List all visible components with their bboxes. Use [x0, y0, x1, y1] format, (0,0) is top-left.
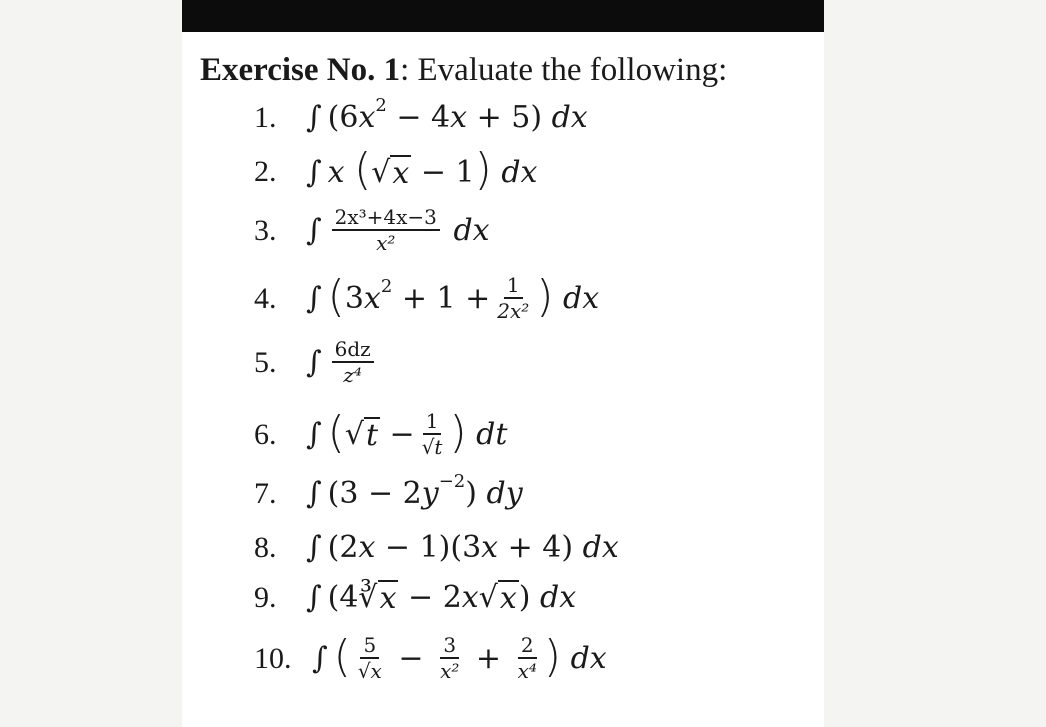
problem-3: 3. ∫ $\frac{\text{2x³+4x−3}}{\text{x²}}$ dx [254, 205, 490, 255]
problem-number: 4. [254, 281, 277, 315]
problem-8: 8. ∫ (2 x − 1)(3 x + 4) dx [254, 530, 619, 565]
problem-number: 8. [254, 530, 277, 564]
problem-number: 7. [254, 476, 277, 510]
problem-number: 5. [254, 345, 277, 379]
problem-4: 4. ∫ ( 3 x 2 + 1 + $\frac{1}{\text{2x²}}$ ) dx [254, 270, 600, 323]
problem-10: 10. ∫ ( $\frac{5}{√x}$ − $\frac{3}{\text{x²}}$ + $\frac{2}{\text{x⁴}}$ ) dx [254, 630, 607, 683]
problem-number: 1. [254, 100, 277, 134]
worksheet-page [182, 0, 824, 727]
problem-6: 6. ∫ ( √ t − $\frac{1}{√t}$ ) dt [254, 406, 508, 459]
problem-number: 6. [254, 417, 277, 451]
problem-7: 7. ∫ (3 − 2 y −2 ) dy [254, 471, 523, 511]
problem-9: 9. ∫ (4∛ x − 2 x √ x ) dx [254, 580, 577, 616]
exercise-title [200, 52, 727, 89]
exercise-instruction: : Evaluate the following: [400, 52, 728, 88]
top-black-bar [182, 0, 824, 32]
problem-2: 2. ∫ x ( √ x − 1 ) dx [254, 144, 538, 195]
problem-number: 3. [254, 213, 277, 247]
problem-number: 2. [254, 155, 277, 188]
problem-number: 9. [254, 580, 277, 614]
problem-number: 10. [254, 641, 292, 675]
problem-5: 5. ∫ $\frac{6dz}{\text{z⁴}}$ [254, 338, 378, 387]
problem-1: 1. ∫ (6 x 2 − 4 x + 5) dx [254, 95, 588, 135]
exercise-label: Exercise No. 1 [200, 52, 401, 88]
